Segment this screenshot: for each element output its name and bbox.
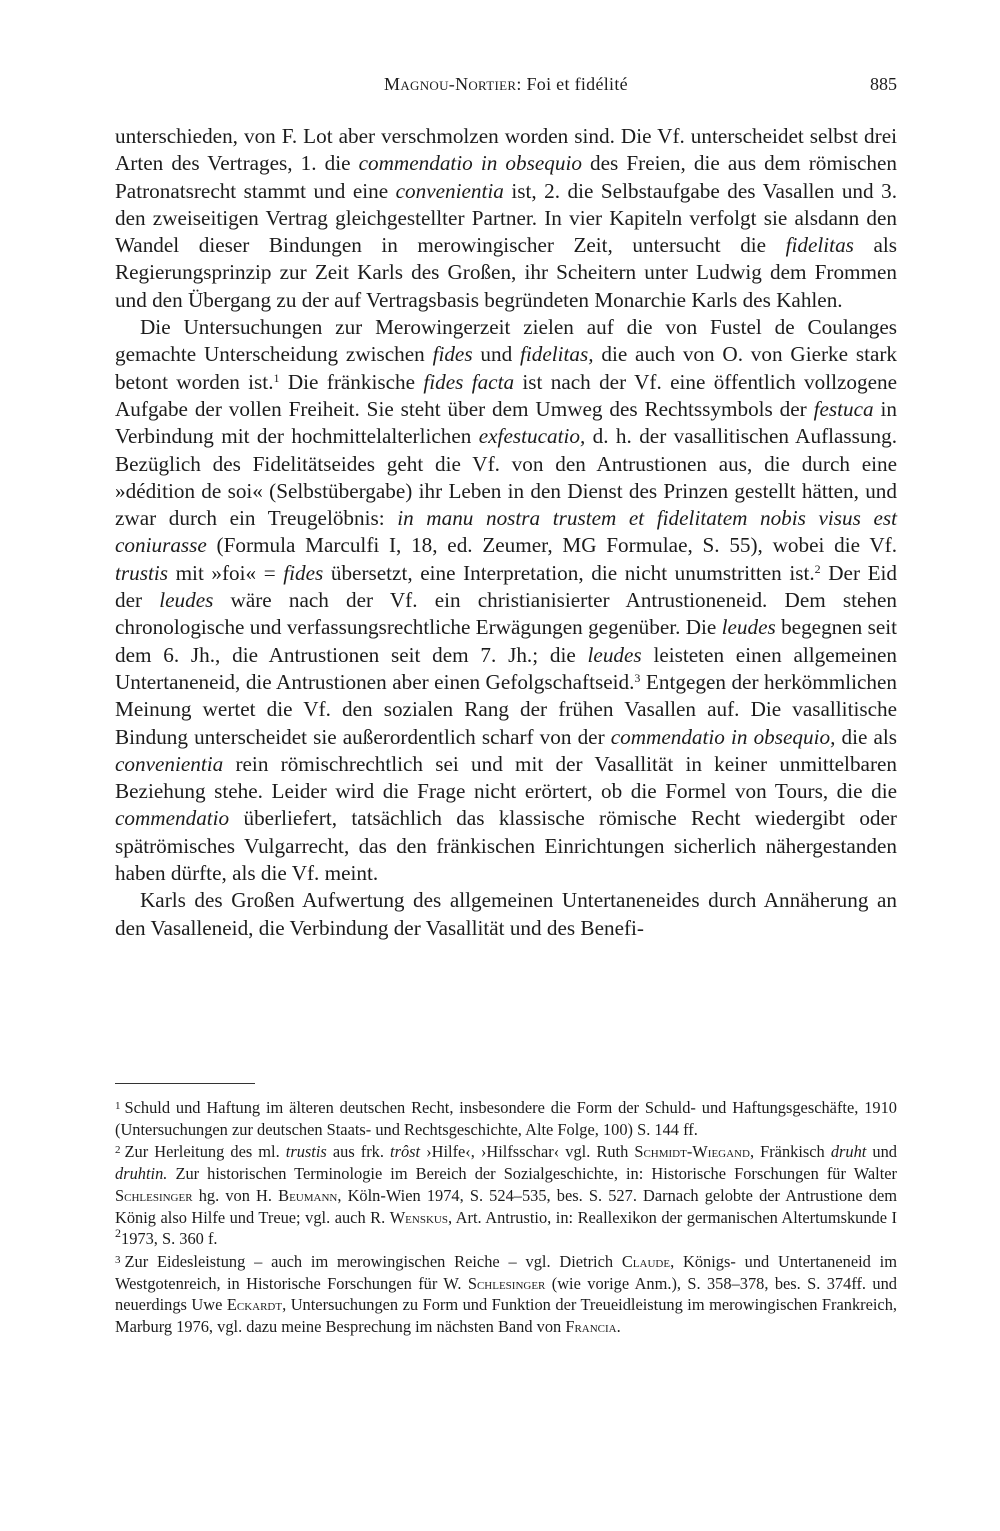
- page-number: 885: [870, 74, 897, 94]
- text-run: die als: [835, 724, 897, 749]
- footnote-ref-2[interactable]: 2: [814, 561, 821, 576]
- author-name: Eckardt: [226, 1295, 283, 1315]
- edition-superscript: 2: [115, 1226, 121, 1241]
- running-head: [115, 74, 897, 102]
- running-head-separator: :: [516, 74, 522, 94]
- italic-term: leudes: [587, 642, 642, 667]
- text-run: Entgegen der herkömmlichen Meinung wertet die Vf. den sozialen Rang der frühen Vasallen auf. Die vasallitische Bindung unterscheidet sie außerordentlich scharf von der: [115, 669, 897, 749]
- author-name: Schlesinger: [115, 1185, 193, 1205]
- text-run: (wie vorige Anm.), S. 358–378, bes. S. 374ff. und neuerdings Uwe: [115, 1273, 897, 1315]
- text-run: aus frk.: [326, 1142, 391, 1162]
- author-name: Wenskus: [389, 1207, 448, 1227]
- author-name: Beumann: [278, 1185, 338, 1205]
- footnote-number: 1: [115, 1100, 121, 1112]
- italic-term: fides: [283, 560, 324, 585]
- italic-term: commendatio: [115, 806, 230, 831]
- italic-term: fidelitas: [785, 233, 854, 258]
- italic-term: trôst: [390, 1142, 421, 1162]
- italic-term: exfestucatio,: [478, 424, 586, 449]
- text-run: , Fränkisch: [749, 1142, 831, 1162]
- italic-quotation: in manu nostra trustem et fidelitatem nobis visus est coniurasse: [115, 506, 898, 558]
- text-run: hg. von H.: [192, 1185, 279, 1205]
- text-run: rein römischrechtlich sei und mit der Vasallität in keiner unmittelbaren Beziehung stehe. Leider wird die Frage nicht erörtert, ob die Formel von Tours, die die: [115, 751, 897, 804]
- text-run: , Königs- und Untertaneneid im Westgotenreich, in Historische Forschungen für W.: [115, 1251, 897, 1293]
- text-run: Schuld und Haftung im älteren deutschen Recht, insbesondere die Form der Schuld- und Haftungsgeschäfte, 1910 (Untersuchungen zur deutschen Staats- und Rechtsgeschichte, Alte Folge, 100) S. 144 ff.: [115, 1098, 897, 1139]
- text-run: ›Hilfe‹, ›Hilfsschar‹ vgl. Ruth: [420, 1142, 635, 1162]
- text-run: übersetzt, eine Interpretation, die nicht unumstritten ist.: [323, 560, 815, 585]
- text-run: und: [472, 342, 520, 367]
- footnote-number: 2: [115, 1144, 121, 1157]
- journal-name: Francia: [565, 1317, 617, 1337]
- paragraph-2: [115, 314, 897, 887]
- text-run: (Formula Marculfi I, 18, ed. Zeumer, MG Formulae, S. 55), wobei die Vf.: [206, 533, 897, 558]
- footnote-3: [115, 1250, 897, 1338]
- text-run: die auch von O. von Gierke stark betont worden ist.: [115, 342, 898, 394]
- text-run: .: [616, 1317, 621, 1337]
- author-name: Claude: [621, 1251, 671, 1271]
- body-text: [115, 123, 897, 942]
- italic-term: fides: [432, 342, 473, 367]
- text-run: überliefert, tatsächlich das klassische römische Recht wiedergibt oder spätrömisches Vulgarrecht, das den fränkischen Einrichtungen sicherlich nähergestanden haben dürfte, als die Vf. meint.: [115, 806, 897, 886]
- text-run: ist, 2. die Selbstaufgabe des Vasallen und 3. den zweiseitigen Vertrag gleichgestellter Partner. In vier Kapiteln verfolgt sie alsdann den Wandel dieser Bindungen in merowingischer Zeit, untersucht die: [115, 178, 898, 258]
- footnote-1: [115, 1096, 897, 1140]
- text-run: Der Eid der: [115, 560, 897, 613]
- text-run: Zur Eidesleistung – auch im merowingischen Reiche – vgl. Dietrich: [124, 1251, 622, 1271]
- text-run: begegnen seit dem 6. Jh., die Antrustionen seit dem 7. Jh.; die: [115, 615, 897, 667]
- footnotes: [115, 1096, 897, 1338]
- text-run: wäre nach der Vf. ein christianisierter Antrustioneneid. Dem stehen chronologische und verfassungsrechtliche Erwägungen gegenüber. Die: [115, 588, 898, 640]
- italic-term: commendatio in obsequio: [358, 151, 582, 176]
- text-run: Die Untersuchungen zur Merowingerzeit zielen auf die von Fustel de Coulanges gemachte Unterscheidung zwischen: [115, 315, 897, 367]
- running-head-author: Magnou-Nortier: [384, 74, 517, 94]
- footnote-ref-1[interactable]: 1: [273, 370, 280, 385]
- text-run: Zur historischen Terminologie im Bereich der Sozialgeschichte, in: Historische Forschungen für Walter: [167, 1164, 897, 1184]
- italic-term: convenientia: [395, 178, 504, 203]
- text-run: als Regierungsprinzip zur Zeit Karls des Großen, ihr Scheitern unter Ludwig dem Frommen und den Übergang zu der auf Vertragsbasis begründeten Monarchie Karls des Kahlen.: [115, 233, 897, 312]
- italic-term: leudes: [721, 615, 776, 640]
- italic-term: druhtin.: [115, 1164, 168, 1184]
- text-run: , Untersuchungen zu Form und Funktion der Treueidleistung im merowingischen Frankreich, Marburg 1976, vgl. dazu meine Besprechung im nächsten Band von: [115, 1295, 897, 1337]
- text-run: mit »foi« =: [168, 560, 284, 585]
- italic-term: fidelitas,: [519, 342, 594, 367]
- italic-term: trustis: [285, 1142, 327, 1162]
- text-run: ist nach der Vf. eine öffentlich vollzogene Aufgabe der vollen Freiheit. Sie steht über dem Umweg des Rechtssymbols der: [115, 369, 897, 421]
- italic-term: festuca: [813, 396, 874, 421]
- footnote-divider: [115, 1083, 255, 1084]
- running-title: [115, 74, 897, 95]
- running-head-title: Foi et fidélité: [526, 74, 628, 94]
- paragraph-3: [115, 887, 897, 942]
- text-run: Die fränkische: [279, 369, 424, 394]
- paragraph-1: [115, 123, 897, 314]
- italic-term: commendatio in obsequio,: [610, 724, 836, 749]
- text-run: , Art. Antrustio, in: Reallexikon der germanischen Altertumskunde I: [447, 1207, 897, 1227]
- text-run: unterschieden, von F. Lot aber verschmolzen worden sind. Die Vf. unterscheidet selbst drei Arten des Vertrages, 1. die: [115, 124, 897, 176]
- text-run: d. h. der vasallitischen Auflassung. Bezüglich des Fidelitätseides geht die Vf. von den Antrustionen aus, die durch eine »dédition de soi« (Selbstübergabe) ihr Leben in den Dienst des Prinzen gestellt hätten, und zwar durch ein Treugelöbnis:: [115, 424, 897, 531]
- footnote-number: 3: [115, 1253, 121, 1266]
- italic-term: druht: [830, 1142, 867, 1162]
- text-run: und: [866, 1142, 897, 1162]
- italic-term: trustis: [115, 560, 168, 585]
- text-run: leisteten einen allgemeinen Untertaneneid, die Antrustionen aber einen Gefolgschaftseid.: [115, 642, 897, 694]
- author-name: Schlesinger: [467, 1273, 546, 1293]
- footnote-ref-3[interactable]: 3: [634, 670, 641, 685]
- text-run: 1973, S. 360 f.: [121, 1229, 218, 1249]
- text-run: , Köln-Wien 1974, S. 524–535, bes. S. 527. Darnach gelobte der Antrustione dem König also Hilfe und Treue; vgl. auch R.: [115, 1185, 897, 1227]
- footnote-2: [115, 1140, 897, 1250]
- italic-term: convenientia: [115, 751, 224, 776]
- author-name: Schmidt-Wiegand: [634, 1142, 750, 1162]
- italic-term: fides facta: [423, 369, 515, 394]
- italic-term: leudes: [159, 588, 214, 613]
- text-run: Zur Herleitung des ml.: [124, 1142, 286, 1162]
- text-run: Karls des Großen Aufwertung des allgemeinen Untertaneneides durch Annäherung an den Vasalleneid, die Verbindung der Vasallität und des Benefi-: [115, 888, 897, 940]
- text-run: des Freien, die aus dem römischen Patronatsrecht stammt und eine: [115, 151, 897, 203]
- text-run: in Verbindung mit der hochmittelalterlichen: [115, 396, 897, 449]
